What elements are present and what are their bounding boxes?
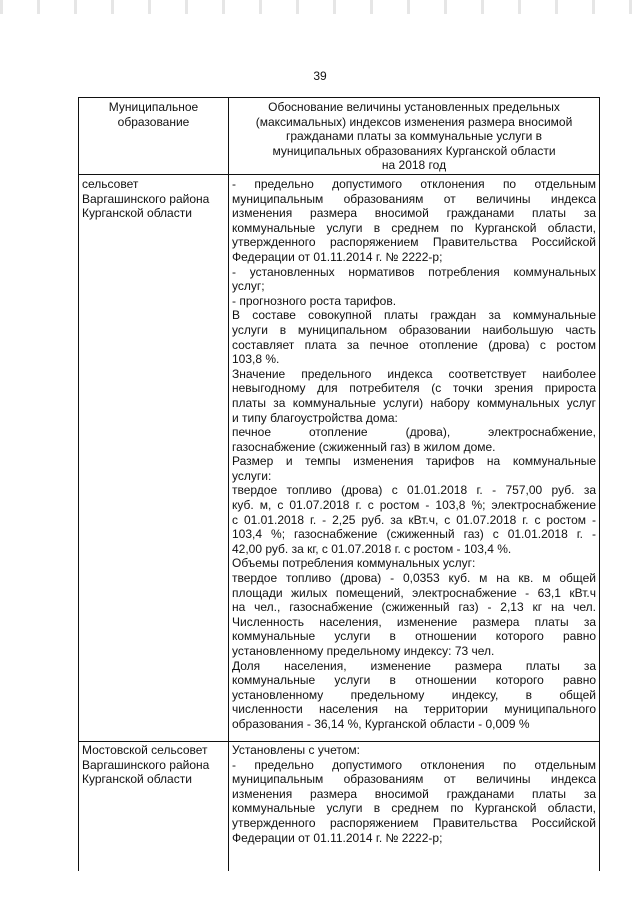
- page-number: 39: [313, 69, 327, 83]
- justification-line: - установленных нормативов потребления коммунальных: [232, 264, 596, 279]
- header-municipality-line: Муниципальное: [108, 100, 199, 114]
- header-justification-line: (максимальных) индексов изменения размера вносимой: [255, 114, 573, 129]
- table-right-border: [599, 97, 600, 871]
- justification-line: Доля населения, изменение размера платы за: [232, 658, 596, 673]
- column-divider: [228, 97, 229, 871]
- justification-line: коммунальные услуги в среднем по Курганской области,: [232, 801, 596, 816]
- justification-line: твердое топливо (дрова) с 01.01.2018 г. - 757,00 руб. за: [232, 483, 596, 498]
- justification-line: 103,4 %; газоснабжение (сжиженный газ) с 01.01.2018 г. -: [232, 527, 596, 542]
- header-municipality-line: образование: [117, 114, 190, 129]
- row1-justification: [232, 177, 596, 732]
- justification-line: Размер и темпы изменения тарифов на коммунальные: [232, 454, 596, 469]
- header-bottom-border: [78, 174, 600, 175]
- justification-line: Значение предельного индекса соответствует наиболее: [232, 366, 596, 381]
- header-justification-line: муниципальных образованиях Курганской области: [272, 143, 556, 158]
- justification-line: изменения размера вносимой гражданами платы за: [232, 206, 596, 221]
- header-justification-line: Обоснование величины установленных предельных: [268, 100, 560, 114]
- justification-line: Объемы потребления коммунальных услуг:: [232, 556, 476, 571]
- justification-line: установленному предельному индексу, в общей: [232, 687, 596, 702]
- justification-line: куб. м, с 01.07.2018 г. с ростом - 103,8 %; электроснабжение: [232, 498, 596, 513]
- justification-line: утвержденного распоряжением Правительства Российской: [232, 235, 596, 250]
- header-justification-line: гражданами платы за коммунальные услуги в: [285, 129, 543, 144]
- justification-line: твердое топливо (дрова) - 0,0353 куб. м на кв. м общей: [232, 571, 596, 586]
- table-left-border: [78, 97, 79, 871]
- justification-line: невыгодному для потребителя (с точки зрения прироста: [232, 381, 596, 396]
- justification-line: изменения размера вносимой гражданами платы за: [232, 786, 596, 801]
- row1-municipality: [82, 177, 226, 221]
- justification-line: установленному предельному индексу: 73 чел.: [232, 644, 495, 658]
- justification-line: - предельно допустимого отклонения по отдельным: [232, 757, 596, 772]
- justification-line: 103,8 %.: [232, 352, 280, 367]
- justification-line: численности населения на территории муниципального: [232, 702, 596, 717]
- justification-line: муниципальным образованиям от величины индекса: [232, 191, 596, 206]
- municipality-line: Курганской области: [82, 206, 192, 221]
- row2-justification: [232, 743, 596, 845]
- header-municipality: [80, 100, 227, 129]
- justification-line: Установлены с учетом:: [232, 743, 360, 757]
- justification-line: образования - 36,14 %, Курганской области - 0,009 %: [232, 716, 530, 731]
- table-top-border: [78, 97, 600, 98]
- justification-line: В составе совокупной платы граждан за коммунальные: [232, 308, 596, 323]
- justification-line: услуги в муниципальном образовании наибольшую часть: [232, 322, 596, 337]
- justification-line: - прогнозного роста тарифов.: [232, 293, 397, 308]
- justification-line: услуги:: [232, 468, 272, 483]
- municipality-line: Мостовской сельсовет: [82, 743, 208, 757]
- justification-line: утвержденного распоряжением Правительства Российской: [232, 815, 596, 830]
- scan-artifact: [0, 0, 640, 14]
- row2-municipality: [82, 743, 226, 787]
- justification-line: Федерации от 01.11.2014 г. № 2222-р;: [232, 830, 443, 845]
- justification-line: коммунальные услуги в отношении которого равно: [232, 629, 596, 644]
- justification-line: Численность населения, изменение размера платы за: [232, 614, 596, 629]
- justification-line: услуг;: [232, 279, 265, 294]
- justification-line: с 01.01.2018 г. - 2,25 руб. за кВт.ч, с 01.07.2018 г. с ростом -: [232, 512, 596, 527]
- municipality-line: Варгашинского района: [82, 757, 210, 772]
- municipality-line: Курганской области: [82, 772, 192, 787]
- justification-line: площади жилых помещений, электроснабжение - 63,1 кВт.ч: [232, 585, 596, 600]
- header-justification-line: на 2018 год: [381, 158, 447, 173]
- justification-line: платы за коммунальные услуги) набору коммунальных услуг: [232, 395, 596, 410]
- justification-line: 42,00 руб. за кг, с 01.07.2018 г. с ростом - 103,4 %.: [232, 541, 512, 556]
- municipality-line: сельсовет: [82, 177, 139, 191]
- header-justification: [230, 100, 598, 173]
- justification-line: муниципальным образованиям от величины индекса: [232, 772, 596, 787]
- justification-line: - предельно допустимого отклонения по отдельным: [232, 177, 596, 191]
- municipality-line: Варгашинского района: [82, 191, 210, 206]
- justification-line: печное отопление (дрова), электроснабжение,: [232, 425, 596, 440]
- justification-line: и типу благоустройства дома:: [232, 410, 398, 425]
- justification-line: газоснабжение (сжиженный газ) в жилом доме.: [232, 439, 496, 454]
- justification-line: коммунальные услуги в отношении которого равно: [232, 673, 596, 688]
- row1-bottom-border: [78, 741, 600, 742]
- justification-line: на чел., газоснабжение (сжиженный газ) - 2,13 кг на чел.: [232, 600, 596, 615]
- justification-line: Федерации от 01.11.2014 г. № 2222-р;: [232, 249, 443, 264]
- justification-line: составляет плата за печное отопление (дрова) с ростом: [232, 337, 596, 352]
- justification-line: коммунальные услуги в среднем по Курганской области,: [232, 220, 596, 235]
